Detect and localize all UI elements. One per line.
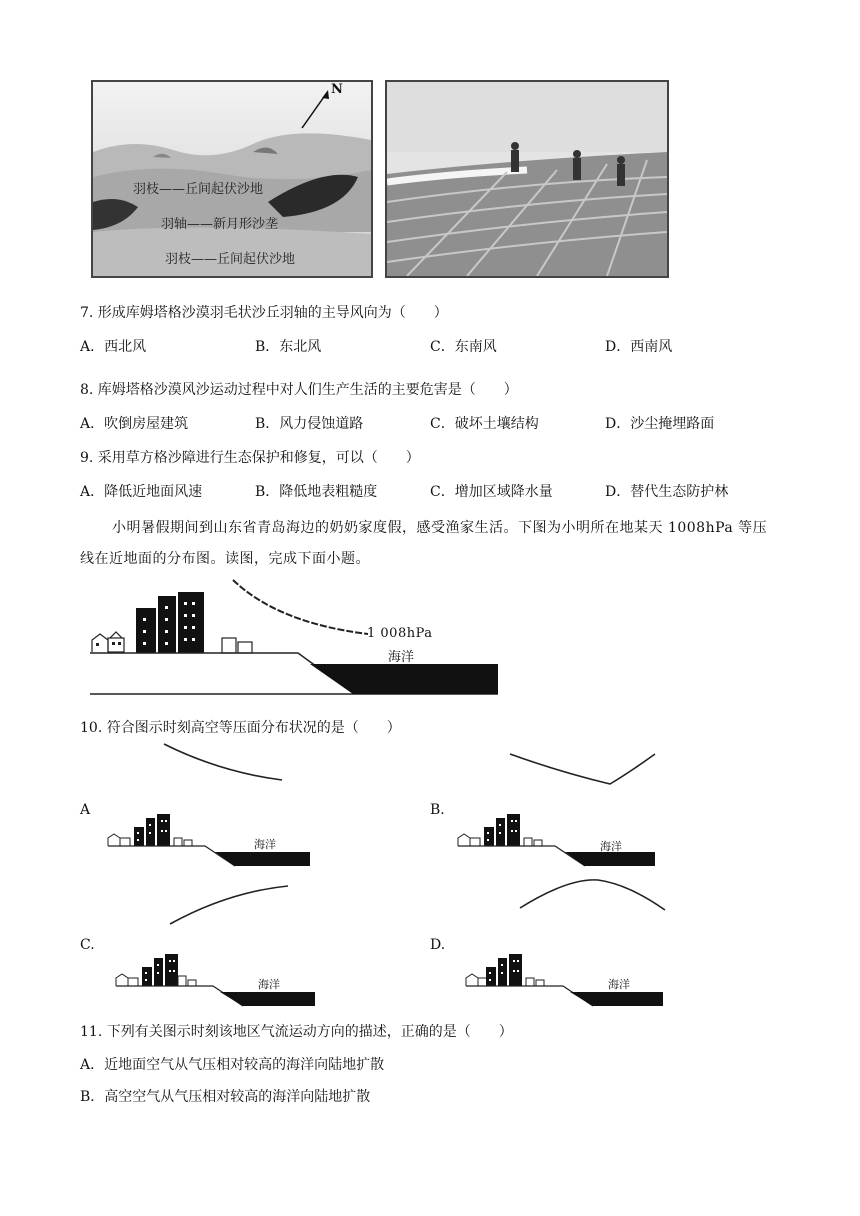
question-8-stem: 8. 库姆塔格沙漠风沙运动过程中对人们生产生活的主要危害是（ ） [80, 382, 518, 398]
option-c-ocean-label: 海洋 [258, 978, 280, 991]
question-7-option-c[interactable]: C．东南风 [430, 339, 497, 355]
question-9-stem: 9. 采用草方格沙障进行生态保护和修复，可以（ ） [80, 450, 420, 466]
ocean-label-main: 海洋 [388, 650, 415, 665]
option-b-diagram [450, 742, 665, 867]
question-7-stem: 7. 形成库姆塔格沙漠羽毛状沙丘羽轴的主导风向为（ ） [80, 305, 448, 321]
question-11-stem: 11. 下列有关图示时刻该地区气流运动方向的描述，正确的是（ ） [80, 1024, 513, 1040]
question-7-option-d[interactable]: D．西南风 [605, 339, 673, 355]
question-11-option-a[interactable]: A．近地面空气从气压相对较高的海洋向陆地扩散 [80, 1057, 385, 1073]
option-b-ocean-label: 海洋 [600, 840, 622, 853]
question-10-option-c-letter[interactable]: C. [80, 937, 95, 953]
dune-label-top: 羽枝——丘间起伏沙地 [133, 182, 264, 197]
grass-checkerboard-image [387, 82, 667, 276]
grass-checkerboard-photo [385, 80, 669, 278]
question-9-option-b[interactable]: B．降低地表粗糙度 [255, 484, 378, 500]
question-10-stem: 10. 符合图示时刻高空等压面分布状况的是（ ） [80, 720, 401, 736]
question-10-option-a-figure[interactable] [100, 742, 315, 867]
question-8-option-c[interactable]: C．破坏土壤结构 [430, 416, 539, 432]
north-label: N [331, 82, 343, 97]
question-10-option-b-letter[interactable]: B. [430, 802, 445, 818]
question-9-option-d[interactable]: D．替代生态防护林 [605, 484, 729, 500]
desert-dune-photo [91, 80, 373, 278]
isobar-main-figure [88, 578, 504, 698]
question-8-option-d[interactable]: D．沙尘掩埋路面 [605, 416, 715, 432]
question-7-option-a[interactable]: A．西北风 [80, 339, 147, 355]
passage-line-2: 线在近地面的分布图。读图，完成下面小题。 [80, 551, 370, 567]
question-11-option-b[interactable]: B．高空空气从气压相对较高的海洋向陆地扩散 [80, 1089, 371, 1105]
question-8-option-a[interactable]: A．吹倒房屋建筑 [80, 416, 189, 432]
isobar-main-diagram [88, 578, 504, 698]
question-9-option-c[interactable]: C．增加区域降水量 [430, 484, 553, 500]
option-d-diagram [458, 874, 673, 1007]
passage-line-1: 小明暑假期间到山东省青岛海边的奶奶家度假，感受渔家生活。下图为小明所在地某天 1008hPa 等压 [112, 520, 768, 536]
dune-label-bottom: 羽枝——丘间起伏沙地 [165, 252, 296, 267]
question-7-option-b[interactable]: B．东北风 [255, 339, 322, 355]
question-9-option-a[interactable]: A．降低近地面风速 [80, 484, 203, 500]
question-10-option-b-figure[interactable] [450, 742, 665, 867]
question-10-option-d-letter[interactable]: D. [430, 937, 446, 953]
isobar-value-label: 1 008hPa [367, 626, 433, 641]
option-c-diagram [108, 882, 323, 1007]
question-8-option-b[interactable]: B．风力侵蚀道路 [255, 416, 364, 432]
dune-label-middle: 羽轴——新月形沙垄 [161, 217, 279, 232]
option-d-ocean-label: 海洋 [608, 978, 630, 991]
option-a-ocean-label: 海洋 [254, 838, 276, 851]
question-10-option-c-figure[interactable] [108, 882, 323, 1007]
question-10-option-a-letter[interactable]: A [80, 802, 91, 818]
question-10-option-d-figure[interactable] [458, 874, 673, 1007]
option-a-diagram [100, 742, 315, 867]
north-arrow-icon [298, 88, 332, 132]
